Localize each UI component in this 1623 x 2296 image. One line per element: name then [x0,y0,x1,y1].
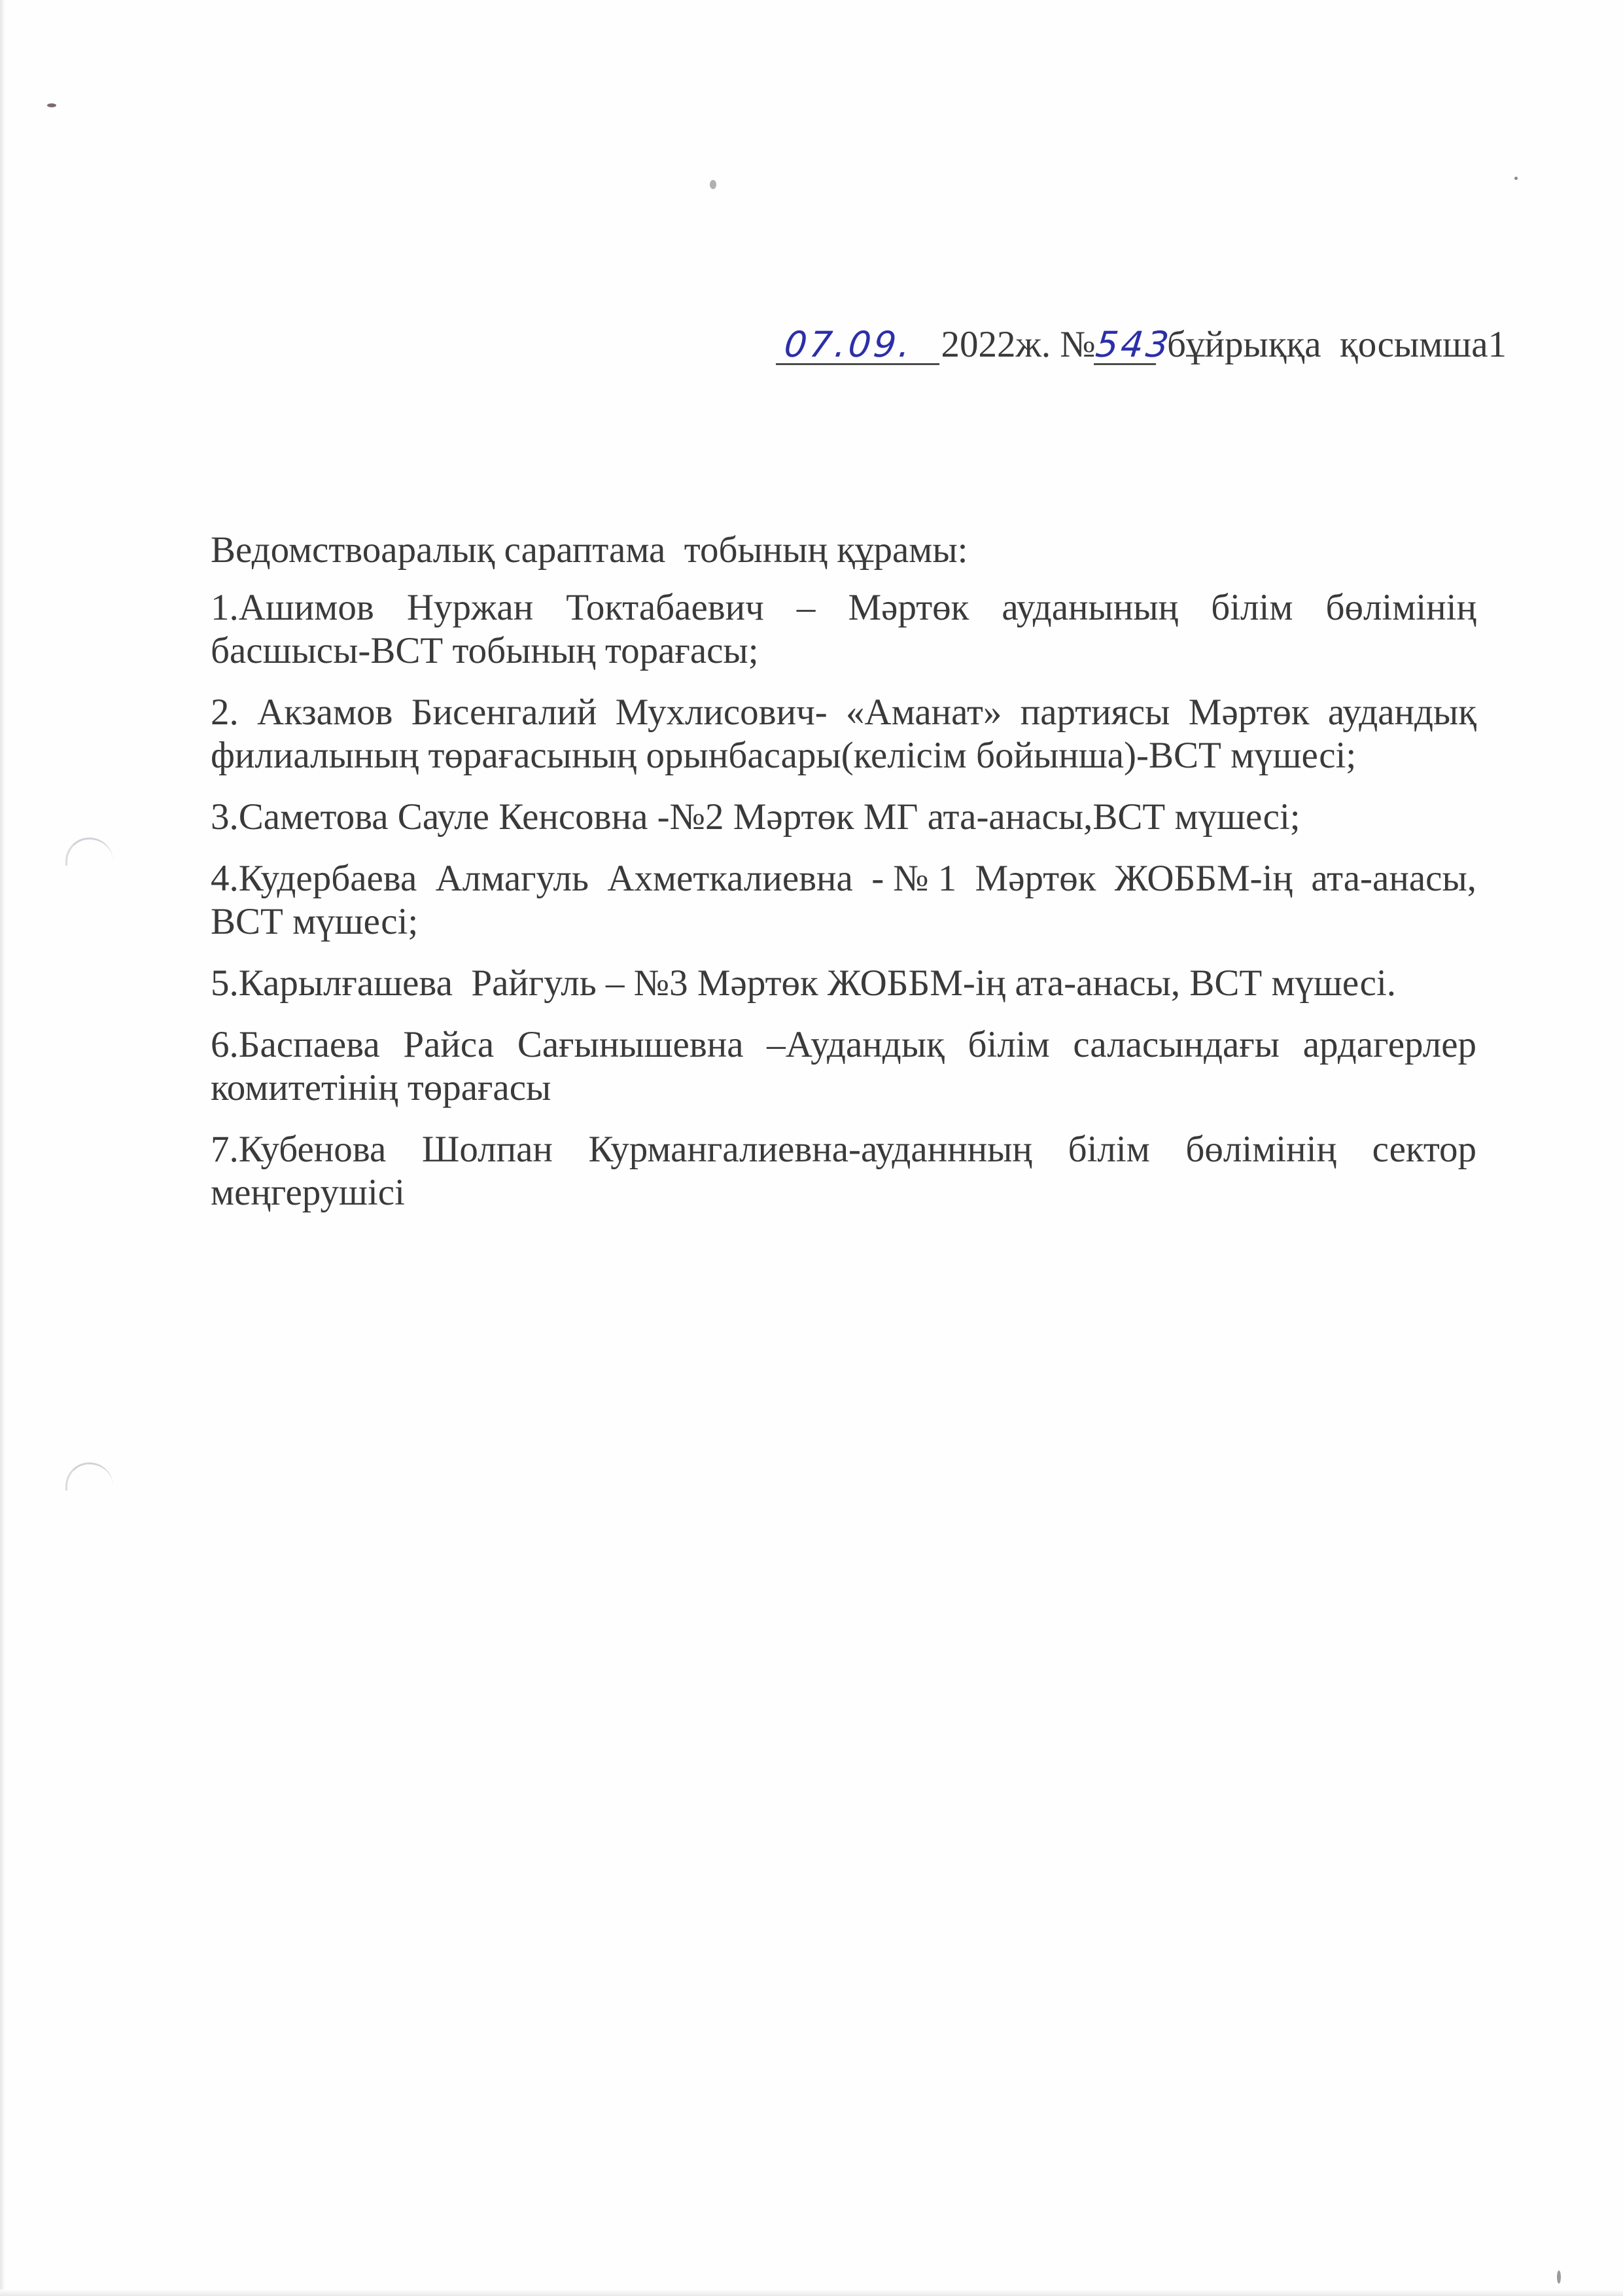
punch-hole-mark [65,838,113,866]
punch-hole-mark [65,1462,113,1491]
scan-bottom-edge-shadow [0,2289,1623,2296]
scan-speck [47,103,56,107]
order-appendix-label: бұйрыққа қосымша1 [1167,324,1507,365]
handwritten-date: 07.09. [775,327,943,365]
scan-speck [1557,2270,1561,2284]
member-list-item: 4.Кудербаева Алмагуль Ахметкалиевна -№1 Мәртөк ЖОББМ-ің ата-анасы, ВСТ мүшесі; [211,858,1476,942]
member-list-item: 3.Саметова Сауле Кенсовна -№2 Мәртөк МГ ата-анасы,ВСТ мүшесі; [211,796,1300,838]
member-list-item: 2. Акзамов Бисенгалий Мухлисович- «Аманат» партиясы Мәртөк аудандық филиалының төрағасының орынбасары(келісім бойынша)-ВСТ мүшесі; [211,692,1476,776]
scan-speck [1514,177,1518,180]
member-list-item: 5.Карылғашева Райгуль – №3 Мәртөк ЖОББМ-ің ата-анасы, ВСТ мүшесі. [211,963,1397,1004]
member-list-item: 1.Ашимов Нуржан Токтабаевич – Мәртөк ауданының білім бөлімінің басшысы-ВСТ тобының торағасы; [211,587,1476,671]
scan-speck [710,180,716,189]
order-reference-line [778,322,1507,368]
scan-left-edge-shadow [0,0,5,2296]
member-list-item: 7.Кубенова Шолпан Курмангалиевна-ауданнның білім бөлімінің сектор меңгерушісі [211,1129,1476,1213]
group-composition-heading: Ведомствоаралық сараптама тобының құрамы: [211,529,968,571]
order-year-label: 2022ж. № [941,324,1096,365]
document-body [211,529,1476,1233]
member-list-item: 6.Баспаева Райса Сағынышевна –Аудандық білім саласындағы ардагерлер комитетінің төрағасы [211,1024,1476,1108]
handwritten-order-number: 543 [1093,324,1174,365]
